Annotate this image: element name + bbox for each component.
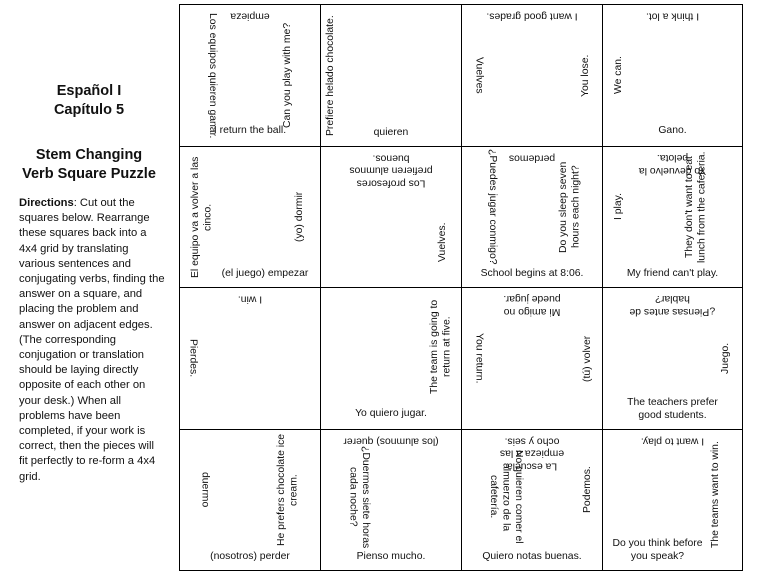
directions bbox=[19, 196, 165, 485]
square-r4c3 bbox=[462, 430, 603, 571]
directions-label: Directions bbox=[19, 197, 74, 209]
square-r1c4-left: We can. bbox=[613, 56, 624, 95]
square-r4c2-bottom: Pienso mucho. bbox=[356, 550, 426, 562]
square-r1c4-top: I think a lot. bbox=[645, 10, 700, 22]
square-r1c1-bottom: I return the ball. bbox=[213, 124, 287, 136]
square-r3c4 bbox=[603, 288, 743, 430]
square-r4c1-bottom: (nosotros) perder bbox=[210, 550, 290, 562]
square-r2c2-right: Vuelves. bbox=[436, 222, 448, 262]
square-r2c3-right: Do you sleep seven hours each night? bbox=[558, 161, 582, 253]
square-r4c2-left: ¿Duermes siete horas cada noche? bbox=[347, 445, 371, 549]
square-r1c1 bbox=[180, 5, 321, 147]
square-r1c1-top: empieza bbox=[230, 10, 270, 22]
square-r4c4-right: The teams want to win. bbox=[710, 441, 721, 549]
square-r2c1-left: El equipo va a volver a las cinco. bbox=[190, 156, 214, 278]
square-r4c4 bbox=[603, 430, 743, 571]
puzzle-title-line-1: Stem Changing bbox=[35, 147, 143, 163]
puzzle-grid bbox=[179, 4, 743, 571]
square-r1c2-bottom: quieren bbox=[373, 126, 409, 138]
square-r2c4-right: They don't want to eat lunch from the cafeteria. bbox=[684, 151, 708, 263]
square-r4c3-bottom: Quiero notas buenas. bbox=[482, 550, 582, 562]
square-r2c2-top: Los profesores prefieren alumnos buenos. bbox=[349, 152, 433, 189]
square-r2c4-top: Yo devuelvo la pelota. bbox=[638, 152, 707, 176]
square-r3c1-top: I win. bbox=[237, 293, 263, 305]
square-r2c3-top: perdemos bbox=[508, 152, 556, 164]
square-r4c4-top: I want to play. bbox=[640, 435, 705, 447]
square-r3c4-top: ¿Piensas antes de hablar? bbox=[629, 293, 716, 317]
square-r3c4-bottom: The teachers prefer good students. bbox=[627, 397, 718, 421]
square-r4c3-top: La escuela empieza a las ocho y seis. bbox=[499, 435, 565, 472]
square-r1c3-left: Vuelves bbox=[473, 57, 485, 94]
square-r3c2-right: The team is going to return at five. bbox=[429, 299, 453, 394]
square-r2c3 bbox=[462, 147, 603, 288]
course-name: Español I bbox=[56, 83, 122, 99]
square-r3c1 bbox=[180, 288, 321, 430]
square-r1c2 bbox=[321, 5, 462, 147]
square-r3c4-right: Juego. bbox=[719, 342, 731, 375]
square-r1c4 bbox=[603, 5, 743, 147]
square-r4c2-top: (los alumnos) querer bbox=[343, 435, 439, 447]
square-r1c3-top: I want good grades. bbox=[486, 10, 578, 22]
square-r1c2-left: Prefiere helado chocolate. bbox=[325, 15, 336, 136]
square-r1c1-right: Can you play with me? bbox=[282, 22, 293, 129]
square-r2c1-right: (yo) dormir bbox=[293, 191, 305, 243]
square-r2c4 bbox=[603, 147, 743, 288]
square-r4c1-right: He prefers chocolate ice cream. bbox=[276, 433, 300, 547]
square-r2c1-bottom: (el juego) empezar bbox=[221, 267, 309, 279]
square-r1c4-bottom: Gano. bbox=[658, 124, 687, 136]
square-r3c3-right: (tú) volver bbox=[581, 335, 593, 382]
square-r3c2-bottom: Yo quiero jugar. bbox=[355, 407, 427, 419]
course-title bbox=[14, 82, 164, 120]
square-r3c1-left: Pierdes. bbox=[187, 339, 199, 378]
square-r3c2 bbox=[321, 288, 462, 430]
square-r4c3-left: No quieren comer el almuerzo de la cafetería. bbox=[488, 450, 524, 544]
square-r1c3 bbox=[462, 5, 603, 147]
square-r2c3-bottom: School begins at 8:06. bbox=[480, 267, 584, 279]
square-r4c1 bbox=[180, 430, 321, 571]
square-r3c3-left: You return. bbox=[473, 333, 485, 384]
square-r3c3-top: Mi amigo no puede jugar. bbox=[503, 293, 561, 317]
square-r4c3-right: Podemos. bbox=[581, 466, 593, 514]
instructions-panel bbox=[14, 0, 164, 576]
puzzle-title-line-2: Verb Square Puzzle bbox=[22, 166, 156, 182]
square-r2c3-left: ¿Puedes jugar conmigo? bbox=[487, 149, 498, 265]
square-r4c1-left: duermo bbox=[199, 472, 211, 508]
square-r2c4-left: I play. bbox=[613, 193, 624, 221]
square-r1c1-left: Los equipos quieren ganar. bbox=[207, 12, 218, 139]
square-r2c1 bbox=[180, 147, 321, 288]
square-r3c3 bbox=[462, 288, 603, 430]
chapter-name: Capítulo 5 bbox=[53, 102, 125, 118]
square-r4c2 bbox=[321, 430, 462, 571]
square-r2c4-bottom: My friend can't play. bbox=[626, 267, 719, 279]
square-r2c2 bbox=[321, 147, 462, 288]
square-r4c4-bottom: Do you think before you speak? bbox=[612, 538, 703, 562]
puzzle-title bbox=[14, 146, 164, 184]
square-r1c3-right: You lose. bbox=[579, 54, 591, 97]
directions-text: : Cut out the squares below. Rearrange these squares back into a 4x4 grid by translating various sentences and conjugating verbs, finding the answer on a square, and placing the problem and answer on adjacent edges. (The corresponding conjugation or translation should be laying directly opposite of each other on your desk.) When all problems have been completed, if your work is correct, then the pieces will fit perfectly to re-form a 4x4 grid. bbox=[19, 197, 165, 483]
